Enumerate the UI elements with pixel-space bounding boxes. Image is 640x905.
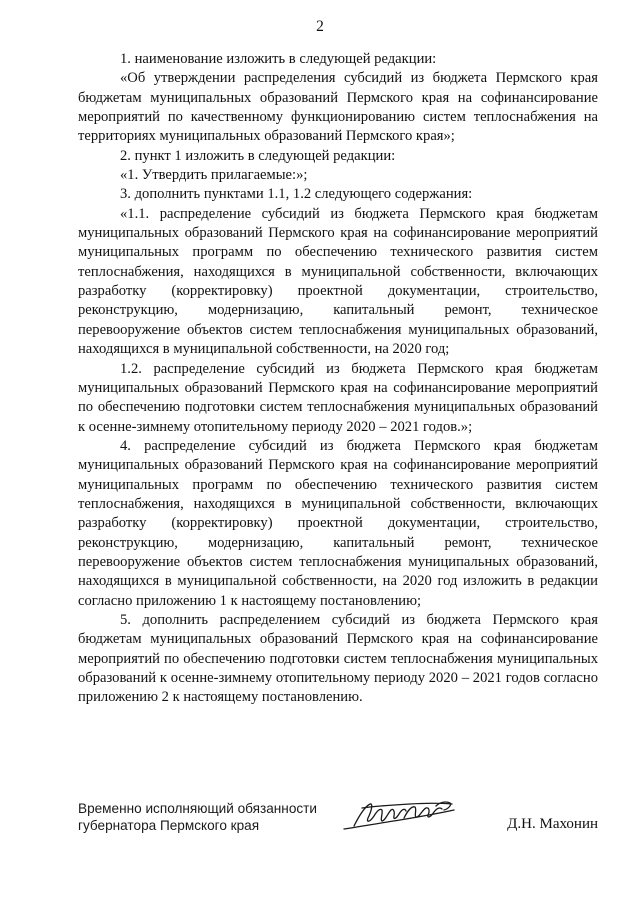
paragraph-9: 5. дополнить распределением субсидий из бюджета Пермского края бюджетам муниципальных образований Пермского края на софинансирование мероприятий по обеспечению подготовки систем теплоснабжения муниципальных образований к осенне-зимнему отопительному периоду 2020 – 2021 годов согласно приложению 2 к настоящему постановлению. (78, 611, 598, 706)
paragraph-2: «Об утверждении распределения субсидий из бюджета Пермского края бюджетам муниципальных образований Пермского края на софинансирование мероприятий по качественному функционированию систем теплоснабжения на территориях муниципальных образований Пермского края»; (78, 70, 598, 145)
paragraph-8: 4. распределение субсидий из бюджета Пермского края бюджетам муниципальных образований Пермского края на софинансирование мероприятий муниципальных программ по обеспечению технического развития систем теплоснабжения, находящихся в муниципальной собственности, включающих разработку (корректировку) проектной документации, строительство, реконструкцию, модернизацию, капитальный ремонт, техническое перевооружение объектов систем теплоснабжения муниципальных образований, находящихся в муниципальной собственности, на 2020 год изложить в редакции согласно приложению 1 к настоящему постановлению; (78, 437, 598, 609)
paragraph-4: «1. Утвердить прилагаемые:»; (120, 167, 308, 184)
signer-title-line-2: губернатора Пермского края (78, 818, 260, 833)
paragraph-6: «1.1. распределение субсидий из бюджета Пермского края бюджетам муниципальных образований Пермского края на софинансирование мероприятий муниципальных программ по обеспечению технического развития систем теплоснабжения, находящихся в муниципальной собственности, включающих разработку (корректировку) проектной документации, строительство, реконструкцию, модернизацию, капитальный ремонт, техническое перевооружение объектов систем теплоснабжения муниципальных образований, находящихся в муниципальной собственности, на 2020 год; (78, 205, 598, 358)
paragraph-3: 2. пункт 1 изложить в следующей редакции: (120, 147, 396, 164)
handwritten-signature (340, 796, 460, 836)
signer-title-line-1: Временно исполняющий обязанности (78, 801, 317, 816)
signer-name: Д.Н. Махонин (507, 816, 598, 832)
signature-block (78, 800, 598, 840)
paragraph-7: 1.2. распределение субсидий из бюджета Пермского края бюджетам муниципальных образований Пермского края на софинансирование мероприятий по обеспечению подготовки систем теплоснабжения муниципальных образований к осенне-зимнему отопительному периоду 2020 – 2021 годов.»; (78, 360, 598, 435)
page-number: 2 (316, 18, 324, 35)
document-body (78, 50, 598, 708)
paragraph-1: 1. наименование изложить в следующей редакции: (120, 51, 437, 67)
paragraph-5: 3. дополнить пунктами 1.1, 1.2 следующего содержания: (120, 186, 473, 203)
signer-title (78, 800, 317, 834)
